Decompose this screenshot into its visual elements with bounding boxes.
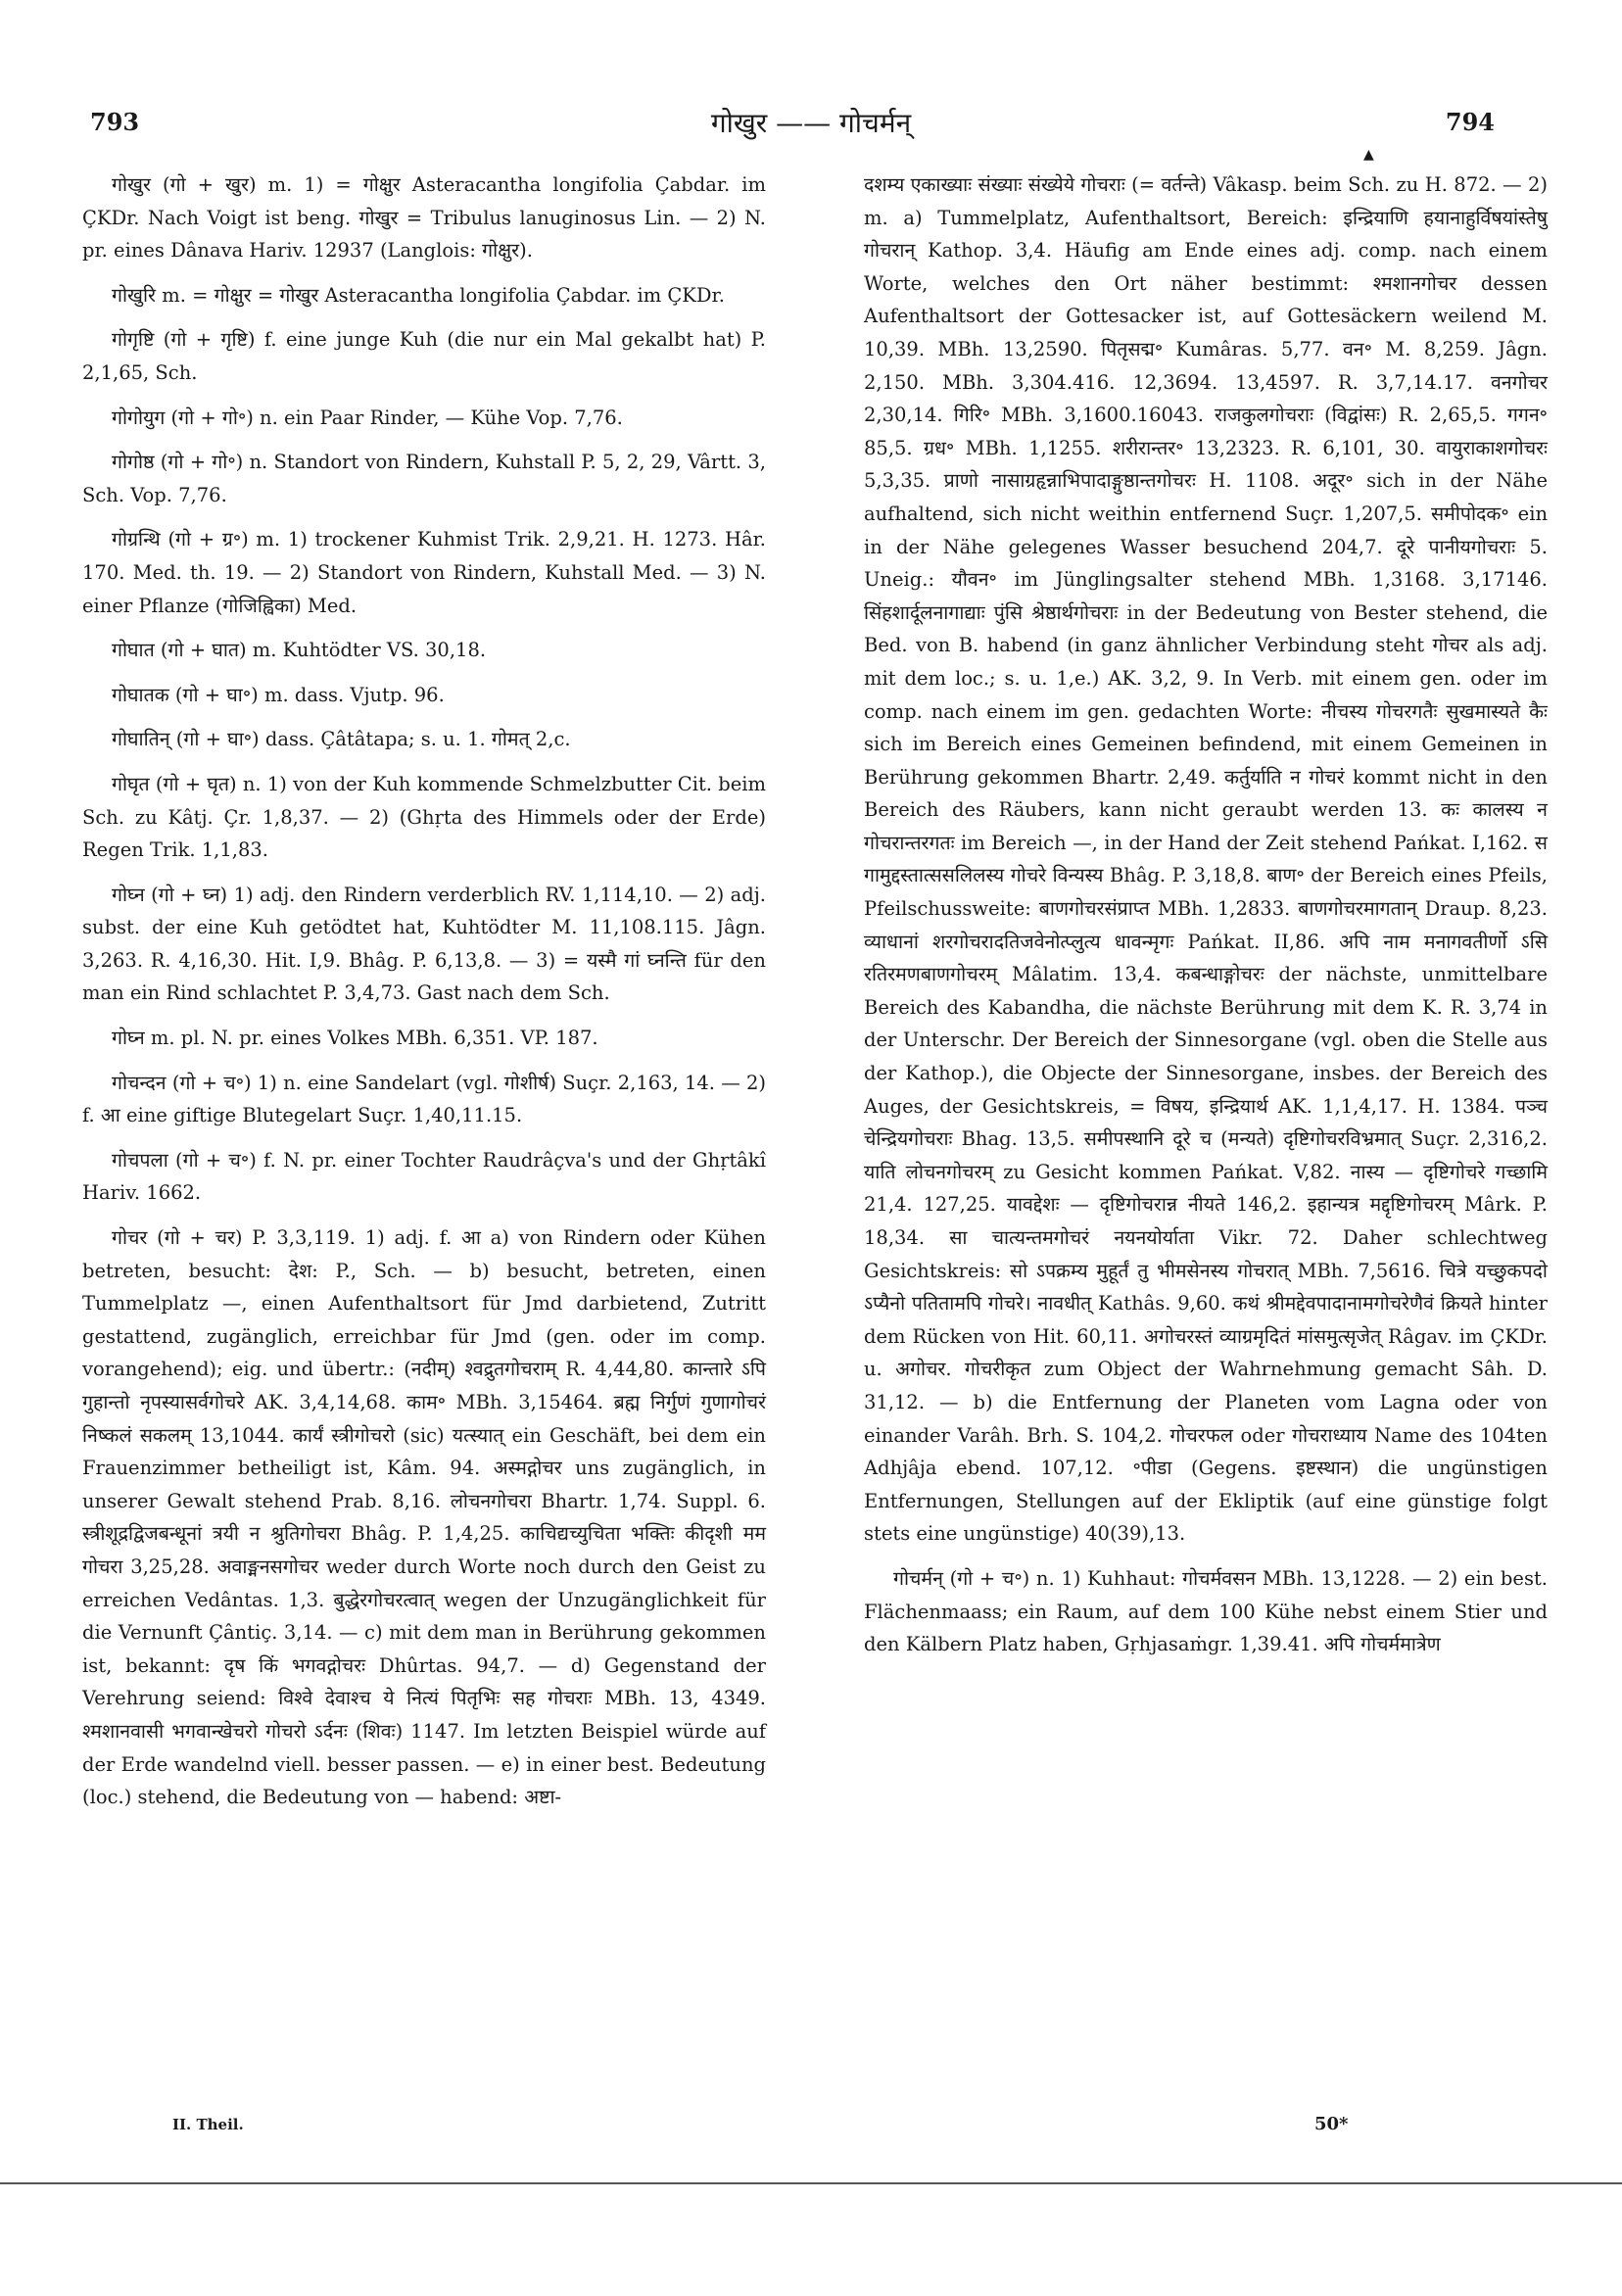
page-number-right: 794 xyxy=(1445,108,1495,136)
dictionary-entry: गोचपला (गो + च॰) f. N. pr. einer Tochter Raudrâçva's und der Ghṛtâkî Hariv. 1662. xyxy=(82,1148,766,1205)
dictionary-entry: गोघात (गो + घात) m. Kuhtödter VS. 30,18. xyxy=(112,639,487,662)
dictionary-entry: गोघातक (गो + घा॰) m. dass. Vjutp. 96. xyxy=(112,683,445,706)
dictionary-entry: गोग्रन्थि (गो + ग्र॰) m. 1) trockener Kuhmist Trik. 2,9,21. H. 1273. Hâr. 170. Med. th. 19. — 2) Standort von Rindern, Kuhstall Med. — 3) N. einer Pflanze (गोजिह्विका) Med. xyxy=(82,528,766,617)
page-header xyxy=(0,108,1622,157)
sheet-signature: 50* xyxy=(1314,2114,1349,2134)
dictionary-entry: गोखुरि m. = गोक्षुर = गोखुर Asteracantha longifolia Çabdar. im ÇKDr. xyxy=(112,283,725,307)
dictionary-entry: गोघृत (गो + घृत) n. 1) von der Kuh kommende Schmelzbutter Cit. beim Sch. zu Kâtj. Çr. 1,8,37. — 2) (Ghṛta des Himmels oder der Erde) Regen Trik. 1,1,83. xyxy=(82,772,766,862)
corner-mark-icon: ▲ xyxy=(1363,147,1374,163)
dictionary-entry: गोगोष्ठ (गो + गो॰) n. Standort von Rindern, Kuhstall P. 5, 2, 29, Vârtt. 3, Sch. Vop. 7,76. xyxy=(82,451,766,506)
running-head: गोखुर —— गोचर्मन् xyxy=(710,107,912,139)
dictionary-entry: गोचन्दन (गो + च॰) 1) n. eine Sandelart (vgl. गोशीर्ष) Suçr. 2,163, 14. — 2) f. आ eine giftige Blutegelart Suçr. 1,40,11.15. xyxy=(82,1071,766,1127)
dictionary-entry: गोचर्मन् (गो + च॰) n. 1) Kuhhaut: गोचर्मवसन MBh. 13,1228. — 2) ein best. Flächenmaass; ein Raum, auf dem 100 Kühe nebst einem Stier und den Kälbern Platz haben, Gṛhjasaṁgr. 1,39.41. अपि गोचर्ममात्रेण xyxy=(864,1566,1548,1656)
dictionary-entry: गोघ्न (गो + घ्न) 1) adj. den Rindern verderblich RV. 1,114,10. — 2) adj. subst. der eine Kuh getödtet hat, Kuhtödter M. 11,108.115. Jâgn. 3,263. R. 4,16,30. Hit. I,9. Bhâg. P. 6,13,8. — 3) = यस्मै गां घ्नन्ति für den man ein Rind schlachtet P. 3,4,73. Gast nach dem Sch. xyxy=(82,883,766,1005)
dictionary-entry: गोघातिन् (गो + घा॰) dass. Çâtâtapa; s. u. 1. गोमत् 2,c. xyxy=(112,728,571,751)
right-column xyxy=(864,168,1548,1673)
dictionary-entry: गोखुर (गो + खुर) m. 1) = गोक्षुर Asteracantha longifolia Çabdar. im ÇKDr. Nach Voigt ist beng. गोखुर = Tribulus lanuginosus Lin. — 2) N. pr. eines Dânava Hariv. 12937 (Langlois: गोक्षुर). xyxy=(82,173,766,263)
volume-part: II. Theil. xyxy=(172,2116,244,2133)
dictionary-entry-continued: दशम्य एकाख्याः संख्याः संख्येये गोचराः (= वर्तन्ते) Vâkasp. beim Sch. zu H. 872. — 2) m. a) Tummelplatz, Aufenthaltsort, Bereich: इन्द्रियाणि हयानाहुर्विषयांस्तेषु गोचरान् Kathop. 3,4. Häufig am Ende eines adj. comp. nach einem Worte, welches den Ort näher bestimmt: श्मशानगोचर dessen Aufenthaltsort der Gottesacker ist, auf Gottesäckern weilend M. 10,39. MBh. 13,2590. पितृसद्म॰ Kumâras. 5,77. वन॰ M. 8,259. Jâgn. 2,150. MBh. 3,304.416. 12,3694. 13,4597. R. 3,7,14.17. वनगोचर 2,30,14. गिरि॰ MBh. 3,1600.16043. राजकुलगोचराः (विद्वांसः) R. 2,65,5. गगन॰ 85,5. ग्रध॰ MBh. 1,1255. शरीरान्तर॰ 13,2323. R. 6,101, 30. वायुराकाशगोचरः 5,3,35. प्राणो नासाग्रहृन्नाभिपादाङ्गुष्ठान्तगोचरः H. 1108. अदूर॰ sich in der Nähe aufhaltend, sich nicht weithin entfernend Suçr. 1,207,5. समीपोदक॰ ein in der Nähe gelegenes Wasser besuchend 204,7. दूरे पानीयगोचराः 5. Uneig.: यौवन॰ im Jünglingsalter stehend MBh. 1,3168. 3,17146. सिंहशार्दूलनागाद्याः पुंसि श्रेष्ठार्थगोचराः in der Bedeutung von Bester stehend, die Bed. von B. habend (in ganz ähnlicher Verbindung steht गोचर als adj. mit dem loc.; s. u. 1,e.) AK. 3,2, 9. In Verb. mit einem gen. oder im comp. nach einem im gen. gedachten Worte: नीचस्य गोचरगतैः सुखमास्यते कैः sich im Bereich eines Gemeinen befindend, mit einem Gemeinen in Berührung gekommen Bhartr. 2,49. कर्तुर्याति न गोचरं kommt nicht in den Bereich des Räubers, kann nicht geraubt werden 13. कः कालस्य न गोचरान्तरगतः im Bereich —, in der Hand der Zeit stehend Pańkat. I,162. स गामुद्दस्तात्ससलिलस्य गोचरे विन्यस्य Bhâg. P. 3,18,8. बाण॰ der Bereich eines Pfeils, Pfeilschussweite: बाणगोचरसंप्राप्त MBh. 1,2833. बाणगोचरमागतान् Draup. 8,23. व्याधानां शरगोचरादतिजवेनोत्प्लुत्य धावन्मृगः Pańkat. II,86. अपि नाम मनागवतीर्णो ऽसि रतिरमणबाणगोचरम् Mâlatim. 13,4. कबन्धाङ्गोचरः der nächste, unmittelbare Bereich des Kabandha, die nächste Berührung mit dem K. R. 3,74 in der Unterschr. Der Bereich der Sinnesorgane (vgl. oben die Stelle aus der Kathop.), die Objecte der Sinnesorgane, insbes. der Bereich des Auges, der Gesichtskreis, = विषय, इन्द्रियार्थ AK. 1,1,4,17. H. 1384. पञ्च चेन्द्रियगोचराः Bhag. 13,5. समीपस्थानि दूरे च (मन्यते) दृष्टिगोचरविभ्रमात् Suçr. 2,316,2. याति लोचनगोचरम् zu Gesicht kommen Pańkat. V,82. नास्य — दृष्टिगोचरे गच्छामि 21,4. 127,25. यावद्देशः — दृष्टिगोचरान्न नीयते 146,2. इहान्यत्र मद्दृष्टिगोचरम् Mârk. P. 18,34. सा चात्यन्तमगोचरं नयनयोर्याता Vikr. 72. Daher schlechtweg Gesichtskreis: सो ऽपक्रम्य मुहूर्तं तु भीमसेनस्य गोचरात् MBh. 7,5616. चित्रे यच्छुकपदो ऽप्यैनो पतितामपि गोचरे। नावधीत् Kathâs. 9,60. कथं श्रीमद्देवपादानामगोचरेणैवं क्रियते hinter dem Rücken von Hit. 60,11. अगोचरस्तं व्याग्रमृदितं मांसमुत्सृजेत् Râgav. im ÇKDr. u. अगोचर. गोचरीकृत zum Object der Wahrnehmung gemacht Sâh. D. 31,12. — b) die Entfernung der Planeten vom Lagna oder von einander Varâh. Brh. S. 104,2. गोचरफल oder गोचराध्याय Name des 104ten Adhjâja ebend. 107,12. ॰पीडा (Gegens. इष्टस्थान) die ungünstigen Entfernungen, Stellungen auf der Ekliptik (auf eine günstige folgt stets eine ungünstige) 40(39),13. xyxy=(864,173,1548,1546)
dictionary-entry: गोगोयुग (गो + गो॰) n. ein Paar Rinder, — Kühe Vop. 7,76. xyxy=(112,406,623,429)
dictionary-entry: गोगृष्टि (गो + गृष्टि) f. eine junge Kuh (die nur ein Mal gekalbt hat) P. 2,1,65, Sch. xyxy=(82,328,766,384)
dictionary-entry: गोघ्न m. pl. N. pr. eines Volkes MBh. 6,351. VP. 187. xyxy=(112,1027,598,1050)
page-number-left: 793 xyxy=(90,108,140,136)
dictionary-entry: गोचर (गो + चर) P. 3,3,119. 1) adj. f. आ a) von Rindern oder Kühen betreten, besucht: देश: P., Sch. — b) besucht, betreten, einen Tummelplatz —, einen Aufenthaltsort für Jmd darbietend, Zutritt gestattend, zugänglich, erreichbar für Jmd (gen. oder im comp. vorangehend); eig. und übertr.: (नदीम्) श्वद्रुतगोचराम् R. 4,44,80. कान्तारे ऽपि गुहान्तो नृपस्यासर्वगोचरे AK. 3,4,14,68. काम॰ MBh. 3,15464. ब्रह्म निर्गुणं गुणागोचरं निष्कलं सकलम् 13,1044. कार्यं स्त्रीगोचरो (sic) यत्स्यात् ein Geschäft, bei dem ein Frauenzimmer betheiligt ist, Kâm. 94. अस्मद्गोचर uns zugänglich, in unserer Gewalt stehend Prab. 8,16. लोचनगोचरा Bhartr. 1,74. Suppl. 6. स्त्रीशूद्रद्विजबन्धूनां त्रयी न श्रुतिगोचरा Bhâg. P. 1,4,25. काचिद्यच्युचिता भक्तिः कीदृशी मम गोचरा 3,25,28. अवाङ्मनसगोचर weder durch Worte noch durch den Geist zu erreichen Vedântas. 1,3. बुद्धेरगोचरत्वात् wegen der Unzugänglichkeit für die Vernunft Çântiç. 3,14. — c) mit dem man in Berührung gekommen ist, bekannt: दृष किं भगवद्गोचरः Dhûrtas. 94,7. — d) Gegenstand der Verehrung seiend: विश्वे देवाश्च ये नित्यं पितृभिः सह गोचराः MBh. 13, 4349. श्मशानवासी भगवान्खेचरो गोचरो ऽर्दनः (शिवः) 1147. Im letzten Beispiel würde auf der Erde wandelnd viell. besser passen. — e) in einer best. Bedeutung (loc.) stehend, die Bedeutung von — habend: अष्टा- xyxy=(82,1226,766,1809)
bottom-rule xyxy=(0,2182,1622,2184)
left-column xyxy=(82,168,766,1826)
